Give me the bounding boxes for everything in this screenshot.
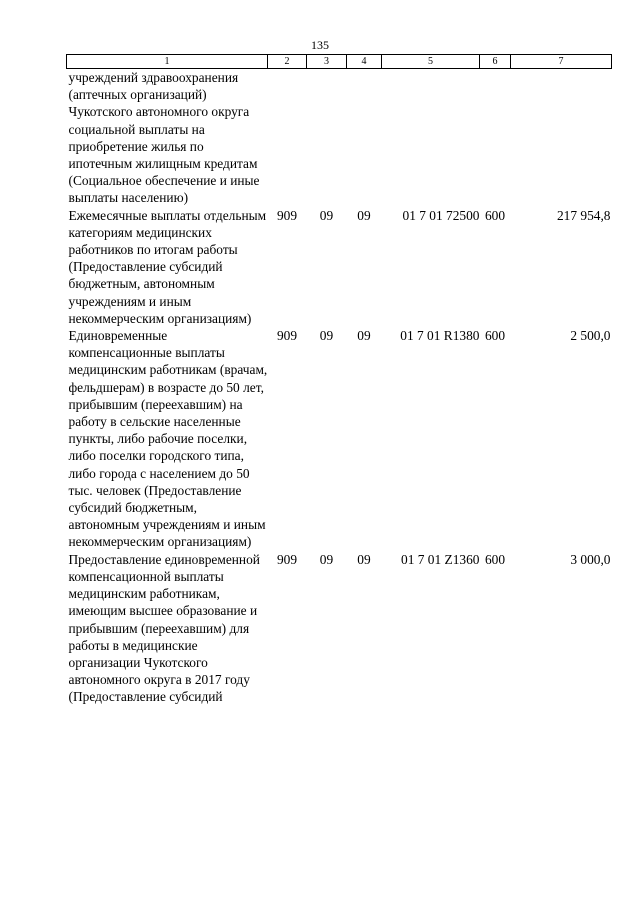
- table-header: [67, 55, 612, 69]
- row-target-article: 01 7 01 72500: [402, 207, 480, 223]
- row-section: 09: [319, 328, 334, 344]
- header-row: [67, 55, 612, 69]
- row-target-article: 01 7 01 Z1360: [401, 551, 480, 567]
- row-name: учреждений здравоохранения (аптечных организаций) Чукотского автономного округа социальной выплаты на приобретение жилья по ипотечным жилищным кредитам (Социальное обеспечение и иные выплаты населению): [68, 70, 260, 206]
- header-col-2: 2: [268, 55, 307, 69]
- row-amount: 217 954,8: [556, 207, 611, 223]
- row-subsection: [347, 69, 382, 207]
- row-ministry: 909: [276, 207, 298, 223]
- row-ministry: [268, 69, 307, 207]
- row-section: [307, 69, 347, 207]
- table-row: [67, 327, 612, 551]
- header-col-4: 4: [347, 55, 382, 69]
- header-col-5: 5: [382, 55, 480, 69]
- row-expense-type: 600: [484, 328, 506, 344]
- row-name: Предоставление единовременной компенсационной выплаты медицинским работникам, имеющим высшее образование и прибывшим (переехавшим) для работы в медицинские организации Чукотского автономного округа в 2017 году (Предоставление субсидий: [68, 551, 260, 705]
- row-name: Ежемесячные выплаты отдельным категориям медицинских работников по итогам работы (Предоставление субсидий бюджетным, автономным учреждениям и иным некоммерческим организациям): [68, 207, 267, 326]
- row-target-article: [382, 69, 480, 207]
- table-row: [67, 551, 612, 706]
- header-col-7: 7: [511, 55, 612, 69]
- row-section: 09: [319, 207, 334, 223]
- row-name: Единовременные компенсационные выплаты медицинским работникам (врачам, фельдшерам) в возрасте до 50 лет, прибывшим (переехавшим) на работу в сельские населенные пункты, либо рабочие поселки, либо поселки городского типа, либо города с населением до 50 тыс. человек (Предоставление субсидий бюджетным, автономным учреждениям и иным некоммерческим организациям): [68, 328, 268, 550]
- row-subsection: 09: [357, 328, 371, 344]
- row-amount: [511, 69, 612, 207]
- row-expense-type: [480, 69, 511, 207]
- row-subsection: 09: [357, 551, 371, 567]
- budget-table: [66, 54, 612, 706]
- row-amount: 2 500,0: [570, 328, 611, 344]
- header-col-3: 3: [307, 55, 347, 69]
- table-row: [67, 207, 612, 327]
- page-number: 135: [311, 38, 329, 52]
- row-expense-type: 600: [484, 207, 506, 223]
- table-row: [67, 69, 612, 207]
- row-ministry: 909: [276, 551, 298, 567]
- row-subsection: 09: [357, 207, 371, 223]
- row-target-article: 01 7 01 R1380: [400, 328, 480, 344]
- header-col-6: 6: [480, 55, 511, 69]
- row-expense-type: 600: [484, 551, 506, 567]
- row-section: 09: [319, 551, 334, 567]
- row-amount: 3 000,0: [570, 551, 611, 567]
- row-ministry: 909: [276, 328, 298, 344]
- table-body: [67, 69, 612, 706]
- header-col-1: 1: [67, 55, 268, 69]
